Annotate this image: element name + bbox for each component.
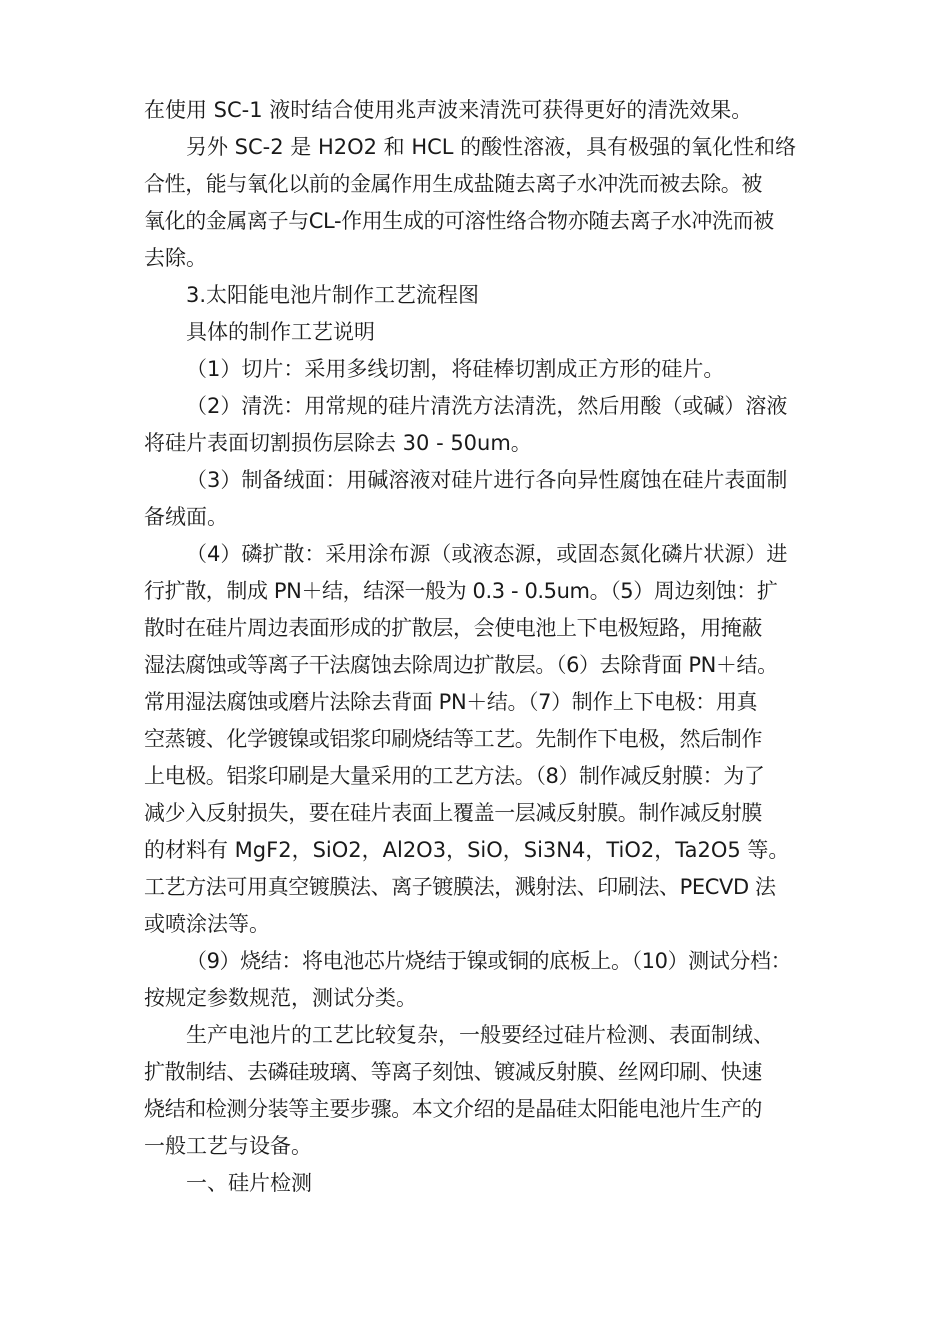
section-heading: 3.太阳能电池片制作工艺流程图 xyxy=(186,283,480,307)
text-line: 另外 SC-2 是 H2O2 和 HCL 的酸性溶液，具有极强的氧化性和络 xyxy=(186,135,797,159)
text-line: 散时在硅片周边表面形成的扩散层，会使电池上下电极短路，用掩蔽 xyxy=(144,616,762,640)
text-line: 具体的制作工艺说明 xyxy=(186,320,375,344)
section-heading: 一、硅片检测 xyxy=(186,1171,312,1195)
text-line: 工艺方法可用真空镀膜法、离子镀膜法，溅射法、印刷法、PECVD 法 xyxy=(144,875,776,899)
text-line: 备绒面。 xyxy=(144,505,228,529)
text-line: 湿法腐蚀或等离子干法腐蚀去除周边扩散层。（6）去除背面 PN＋结。 xyxy=(144,653,778,677)
text-line: 一般工艺与设备。 xyxy=(144,1134,312,1158)
text-line: （4）磷扩散：采用涂布源（或液态源，或固态氮化磷片状源）进 xyxy=(186,542,788,566)
text-line: 按规定参数规范，测试分类。 xyxy=(144,986,417,1010)
text-line: 氧化的金属离子与CL-作用生成的可溶性络合物亦随去离子水冲洗而被 xyxy=(144,209,774,233)
text-line: 行扩散，制成 PN＋结，结深一般为 0.3 - 0.5um。（5）周边刻蚀：扩 xyxy=(144,579,778,603)
text-line: 合性，能与氧化以前的金属作用生成盐随去离子水冲洗而被去除。被 xyxy=(144,172,762,196)
text-line: （3）制备绒面：用碱溶液对硅片进行各向异性腐蚀在硅片表面制 xyxy=(186,468,788,492)
text-line: 在使用 SC-1 液时结合使用兆声波来清洗可获得更好的清洗效果。 xyxy=(144,98,753,122)
text-line: 上电极。铝浆印刷是大量采用的工艺方法。（8）制作减反射膜：为了 xyxy=(144,764,765,788)
text-line: 常用湿法腐蚀或磨片法除去背面 PN＋结。（7）制作上下电极：用真 xyxy=(144,690,758,714)
text-line: 去除。 xyxy=(144,246,207,270)
text-line: 扩散制结、去磷硅玻璃、等离子刻蚀、镀减反射膜、丝网印刷、快速 xyxy=(144,1060,762,1084)
text-line: 烧结和检测分装等主要步骤。本文介绍的是晶硅太阳能电池片生产的 xyxy=(144,1097,762,1121)
text-line: 的材料有 MgF2，SiO2，Al2O3，SiO，Si3N4，TiO2，Ta2O5 等。 xyxy=(144,838,790,862)
text-line: （9）烧结：将电池芯片烧结于镍或铜的底板上。（10）测试分档： xyxy=(186,949,792,973)
text-line: （2）清洗：用常规的硅片清洗方法清洗，然后用酸（或碱）溶液 xyxy=(186,394,788,418)
text-line: 生产电池片的工艺比较复杂，一般要经过硅片检测、表面制绒、 xyxy=(186,1023,774,1047)
text-line: 减少入反射损失，要在硅片表面上覆盖一层减反射膜。制作减反射膜 xyxy=(144,801,762,825)
text-line: 空蒸镀、化学镀镍或铝浆印刷烧结等工艺。先制作下电极，然后制作 xyxy=(144,727,762,751)
text-line: 将硅片表面切割损伤层除去 30 - 50um。 xyxy=(144,431,532,455)
text-line: 或喷涂法等。 xyxy=(144,912,270,936)
text-line: （1）切片：采用多线切割，将硅棒切割成正方形的硅片。 xyxy=(186,357,725,381)
